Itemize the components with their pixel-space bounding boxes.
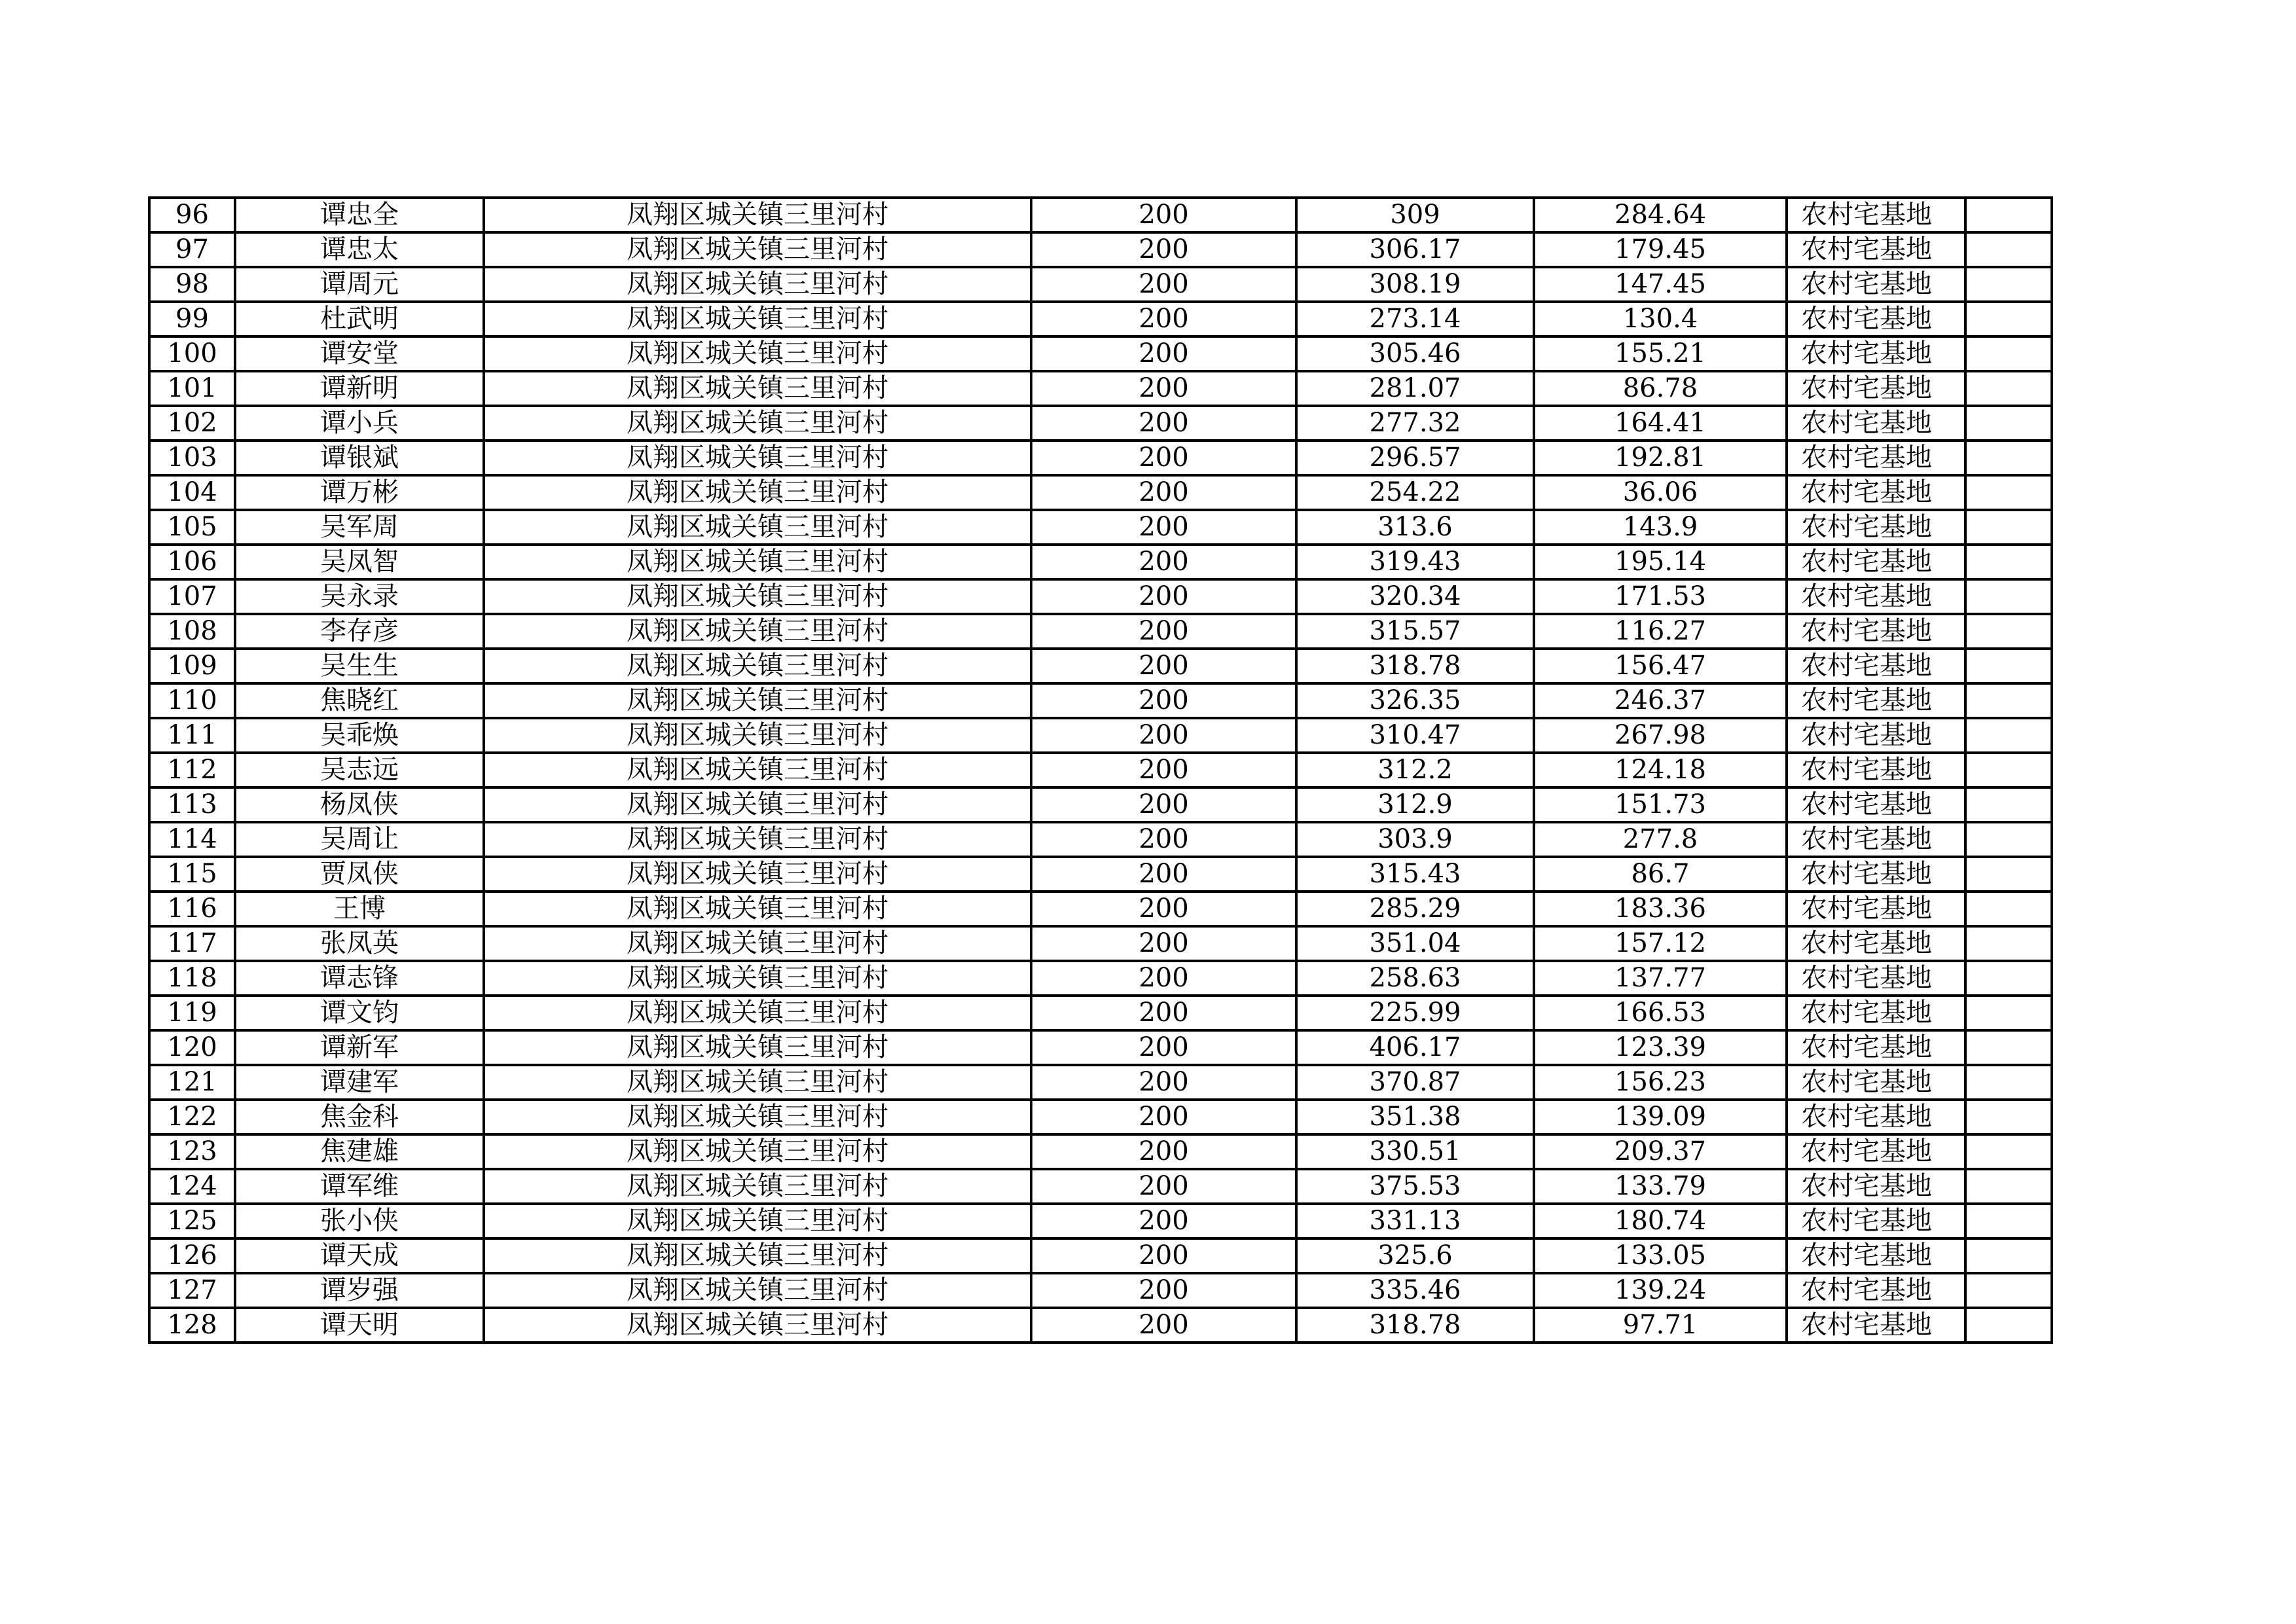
address-cell: 凤翔区城关镇三里河村 bbox=[484, 475, 1031, 510]
note-cell bbox=[1965, 475, 2052, 510]
row-number-cell: 118 bbox=[149, 961, 235, 996]
address-cell: 凤翔区城关镇三里河村 bbox=[484, 996, 1031, 1030]
note-cell bbox=[1965, 787, 2052, 822]
land-use-cell: 农村宅基地 bbox=[1787, 198, 1965, 232]
address-cell: 凤翔区城关镇三里河村 bbox=[484, 649, 1031, 683]
note-cell bbox=[1965, 996, 2052, 1030]
row-number-cell: 113 bbox=[149, 787, 235, 822]
land-use-cell: 农村宅基地 bbox=[1787, 1100, 1965, 1134]
approved-area-cell: 246.37 bbox=[1534, 683, 1787, 718]
standard-area-cell: 200 bbox=[1031, 1204, 1296, 1238]
address-cell: 凤翔区城关镇三里河村 bbox=[484, 1308, 1031, 1343]
address-cell: 凤翔区城关镇三里河村 bbox=[484, 198, 1031, 232]
name-cell: 吴永录 bbox=[235, 579, 484, 614]
table-row bbox=[149, 441, 2052, 475]
row-number-cell: 125 bbox=[149, 1204, 235, 1238]
area-cell: 370.87 bbox=[1296, 1065, 1534, 1100]
row-number-cell: 127 bbox=[149, 1273, 235, 1308]
name-cell: 杨凤侠 bbox=[235, 787, 484, 822]
table-row bbox=[149, 1134, 2052, 1169]
standard-area-cell: 200 bbox=[1031, 1169, 1296, 1204]
name-cell: 吴乖焕 bbox=[235, 718, 484, 753]
name-cell: 吴军周 bbox=[235, 510, 484, 545]
row-number-cell: 117 bbox=[149, 926, 235, 961]
land-use-cell: 农村宅基地 bbox=[1787, 545, 1965, 579]
land-use-cell: 农村宅基地 bbox=[1787, 961, 1965, 996]
address-cell: 凤翔区城关镇三里河村 bbox=[484, 336, 1031, 371]
row-number-cell: 114 bbox=[149, 822, 235, 857]
table-row bbox=[149, 1204, 2052, 1238]
standard-area-cell: 200 bbox=[1031, 1100, 1296, 1134]
table-row bbox=[149, 406, 2052, 441]
area-cell: 375.53 bbox=[1296, 1169, 1534, 1204]
name-cell: 贾凤侠 bbox=[235, 857, 484, 892]
name-cell: 吴凤智 bbox=[235, 545, 484, 579]
address-cell: 凤翔区城关镇三里河村 bbox=[484, 1238, 1031, 1273]
note-cell bbox=[1965, 892, 2052, 926]
name-cell: 吴周让 bbox=[235, 822, 484, 857]
row-number-cell: 116 bbox=[149, 892, 235, 926]
land-use-cell: 农村宅基地 bbox=[1787, 787, 1965, 822]
name-cell: 谭建军 bbox=[235, 1065, 484, 1100]
standard-area-cell: 200 bbox=[1031, 926, 1296, 961]
address-cell: 凤翔区城关镇三里河村 bbox=[484, 545, 1031, 579]
table-row bbox=[149, 1100, 2052, 1134]
note-cell bbox=[1965, 1273, 2052, 1308]
standard-area-cell: 200 bbox=[1031, 510, 1296, 545]
name-cell: 谭新军 bbox=[235, 1030, 484, 1065]
land-use-cell: 农村宅基地 bbox=[1787, 371, 1965, 406]
approved-area-cell: 195.14 bbox=[1534, 545, 1787, 579]
land-use-cell: 农村宅基地 bbox=[1787, 267, 1965, 302]
area-cell: 325.6 bbox=[1296, 1238, 1534, 1273]
land-use-cell: 农村宅基地 bbox=[1787, 475, 1965, 510]
area-cell: 335.46 bbox=[1296, 1273, 1534, 1308]
standard-area-cell: 200 bbox=[1031, 336, 1296, 371]
approved-area-cell: 166.53 bbox=[1534, 996, 1787, 1030]
approved-area-cell: 155.21 bbox=[1534, 336, 1787, 371]
land-use-cell: 农村宅基地 bbox=[1787, 1238, 1965, 1273]
land-use-cell: 农村宅基地 bbox=[1787, 1030, 1965, 1065]
land-use-cell: 农村宅基地 bbox=[1787, 336, 1965, 371]
address-cell: 凤翔区城关镇三里河村 bbox=[484, 926, 1031, 961]
address-cell: 凤翔区城关镇三里河村 bbox=[484, 1030, 1031, 1065]
note-cell bbox=[1965, 232, 2052, 267]
area-cell: 319.43 bbox=[1296, 545, 1534, 579]
approved-area-cell: 156.47 bbox=[1534, 649, 1787, 683]
standard-area-cell: 200 bbox=[1031, 1273, 1296, 1308]
area-cell: 225.99 bbox=[1296, 996, 1534, 1030]
address-cell: 凤翔区城关镇三里河村 bbox=[484, 510, 1031, 545]
row-number-cell: 112 bbox=[149, 753, 235, 787]
land-use-cell: 农村宅基地 bbox=[1787, 232, 1965, 267]
address-cell: 凤翔区城关镇三里河村 bbox=[484, 1169, 1031, 1204]
table-row bbox=[149, 1030, 2052, 1065]
table-row bbox=[149, 683, 2052, 718]
approved-area-cell: 157.12 bbox=[1534, 926, 1787, 961]
land-use-cell: 农村宅基地 bbox=[1787, 822, 1965, 857]
address-cell: 凤翔区城关镇三里河村 bbox=[484, 1134, 1031, 1169]
note-cell bbox=[1965, 1065, 2052, 1100]
name-cell: 焦晓红 bbox=[235, 683, 484, 718]
approved-area-cell: 86.7 bbox=[1534, 857, 1787, 892]
land-use-cell: 农村宅基地 bbox=[1787, 683, 1965, 718]
land-use-cell: 农村宅基地 bbox=[1787, 1134, 1965, 1169]
standard-area-cell: 200 bbox=[1031, 1308, 1296, 1343]
note-cell bbox=[1965, 1169, 2052, 1204]
row-number-cell: 104 bbox=[149, 475, 235, 510]
name-cell: 吴生生 bbox=[235, 649, 484, 683]
name-cell: 谭文钧 bbox=[235, 996, 484, 1030]
standard-area-cell: 200 bbox=[1031, 1030, 1296, 1065]
standard-area-cell: 200 bbox=[1031, 371, 1296, 406]
area-cell: 303.9 bbox=[1296, 822, 1534, 857]
address-cell: 凤翔区城关镇三里河村 bbox=[484, 892, 1031, 926]
row-number-cell: 102 bbox=[149, 406, 235, 441]
land-use-cell: 农村宅基地 bbox=[1787, 1204, 1965, 1238]
land-use-cell: 农村宅基地 bbox=[1787, 857, 1965, 892]
name-cell: 谭万彬 bbox=[235, 475, 484, 510]
approved-area-cell: 86.78 bbox=[1534, 371, 1787, 406]
approved-area-cell: 156.23 bbox=[1534, 1065, 1787, 1100]
area-cell: 315.57 bbox=[1296, 614, 1534, 649]
approved-area-cell: 147.45 bbox=[1534, 267, 1787, 302]
address-cell: 凤翔区城关镇三里河村 bbox=[484, 1204, 1031, 1238]
standard-area-cell: 200 bbox=[1031, 753, 1296, 787]
area-cell: 285.29 bbox=[1296, 892, 1534, 926]
table-row bbox=[149, 545, 2052, 579]
address-cell: 凤翔区城关镇三里河村 bbox=[484, 371, 1031, 406]
note-cell bbox=[1965, 1204, 2052, 1238]
name-cell: 谭周元 bbox=[235, 267, 484, 302]
name-cell: 谭岁强 bbox=[235, 1273, 484, 1308]
area-cell: 254.22 bbox=[1296, 475, 1534, 510]
standard-area-cell: 200 bbox=[1031, 198, 1296, 232]
standard-area-cell: 200 bbox=[1031, 649, 1296, 683]
name-cell: 谭天成 bbox=[235, 1238, 484, 1273]
standard-area-cell: 200 bbox=[1031, 475, 1296, 510]
name-cell: 焦金科 bbox=[235, 1100, 484, 1134]
approved-area-cell: 36.06 bbox=[1534, 475, 1787, 510]
note-cell bbox=[1965, 1238, 2052, 1273]
note-cell bbox=[1965, 614, 2052, 649]
area-cell: 281.07 bbox=[1296, 371, 1534, 406]
land-use-cell: 农村宅基地 bbox=[1787, 1308, 1965, 1343]
name-cell: 李存彦 bbox=[235, 614, 484, 649]
land-use-cell: 农村宅基地 bbox=[1787, 753, 1965, 787]
standard-area-cell: 200 bbox=[1031, 614, 1296, 649]
table-row bbox=[149, 1065, 2052, 1100]
name-cell: 杜武明 bbox=[235, 302, 484, 336]
table-row bbox=[149, 198, 2052, 232]
row-number-cell: 100 bbox=[149, 336, 235, 371]
table-row bbox=[149, 302, 2052, 336]
standard-area-cell: 200 bbox=[1031, 718, 1296, 753]
table-row bbox=[149, 787, 2052, 822]
approved-area-cell: 133.05 bbox=[1534, 1238, 1787, 1273]
approved-area-cell: 97.71 bbox=[1534, 1308, 1787, 1343]
address-cell: 凤翔区城关镇三里河村 bbox=[484, 1273, 1031, 1308]
approved-area-cell: 179.45 bbox=[1534, 232, 1787, 267]
standard-area-cell: 200 bbox=[1031, 1065, 1296, 1100]
name-cell: 谭志锋 bbox=[235, 961, 484, 996]
approved-area-cell: 180.74 bbox=[1534, 1204, 1787, 1238]
row-number-cell: 128 bbox=[149, 1308, 235, 1343]
area-cell: 306.17 bbox=[1296, 232, 1534, 267]
row-number-cell: 120 bbox=[149, 1030, 235, 1065]
name-cell: 谭新明 bbox=[235, 371, 484, 406]
table-row bbox=[149, 996, 2052, 1030]
note-cell bbox=[1965, 510, 2052, 545]
row-number-cell: 108 bbox=[149, 614, 235, 649]
name-cell: 张小侠 bbox=[235, 1204, 484, 1238]
table-body bbox=[149, 198, 2052, 1343]
address-cell: 凤翔区城关镇三里河村 bbox=[484, 961, 1031, 996]
row-number-cell: 115 bbox=[149, 857, 235, 892]
row-number-cell: 126 bbox=[149, 1238, 235, 1273]
address-cell: 凤翔区城关镇三里河村 bbox=[484, 232, 1031, 267]
land-use-cell: 农村宅基地 bbox=[1787, 614, 1965, 649]
table-row bbox=[149, 1273, 2052, 1308]
row-number-cell: 105 bbox=[149, 510, 235, 545]
approved-area-cell: 209.37 bbox=[1534, 1134, 1787, 1169]
land-use-cell: 农村宅基地 bbox=[1787, 649, 1965, 683]
standard-area-cell: 200 bbox=[1031, 961, 1296, 996]
address-cell: 凤翔区城关镇三里河村 bbox=[484, 1065, 1031, 1100]
area-cell: 258.63 bbox=[1296, 961, 1534, 996]
note-cell bbox=[1965, 753, 2052, 787]
note-cell bbox=[1965, 857, 2052, 892]
standard-area-cell: 200 bbox=[1031, 302, 1296, 336]
row-number-cell: 99 bbox=[149, 302, 235, 336]
table-row bbox=[149, 1169, 2052, 1204]
address-cell: 凤翔区城关镇三里河村 bbox=[484, 683, 1031, 718]
table-row bbox=[149, 475, 2052, 510]
address-cell: 凤翔区城关镇三里河村 bbox=[484, 614, 1031, 649]
address-cell: 凤翔区城关镇三里河村 bbox=[484, 1100, 1031, 1134]
approved-area-cell: 124.18 bbox=[1534, 753, 1787, 787]
table-row bbox=[149, 579, 2052, 614]
table-row bbox=[149, 232, 2052, 267]
approved-area-cell: 123.39 bbox=[1534, 1030, 1787, 1065]
approved-area-cell: 284.64 bbox=[1534, 198, 1787, 232]
row-number-cell: 106 bbox=[149, 545, 235, 579]
standard-area-cell: 200 bbox=[1031, 683, 1296, 718]
area-cell: 296.57 bbox=[1296, 441, 1534, 475]
land-use-cell: 农村宅基地 bbox=[1787, 579, 1965, 614]
approved-area-cell: 151.73 bbox=[1534, 787, 1787, 822]
row-number-cell: 97 bbox=[149, 232, 235, 267]
table-row bbox=[149, 267, 2052, 302]
row-number-cell: 109 bbox=[149, 649, 235, 683]
row-number-cell: 123 bbox=[149, 1134, 235, 1169]
land-use-cell: 农村宅基地 bbox=[1787, 1169, 1965, 1204]
land-use-cell: 农村宅基地 bbox=[1787, 1065, 1965, 1100]
data-table bbox=[148, 196, 2053, 1344]
standard-area-cell: 200 bbox=[1031, 267, 1296, 302]
area-cell: 310.47 bbox=[1296, 718, 1534, 753]
approved-area-cell: 139.09 bbox=[1534, 1100, 1787, 1134]
table-row bbox=[149, 336, 2052, 371]
area-cell: 273.14 bbox=[1296, 302, 1534, 336]
table-row bbox=[149, 718, 2052, 753]
land-use-cell: 农村宅基地 bbox=[1787, 1273, 1965, 1308]
address-cell: 凤翔区城关镇三里河村 bbox=[484, 441, 1031, 475]
standard-area-cell: 200 bbox=[1031, 1134, 1296, 1169]
note-cell bbox=[1965, 302, 2052, 336]
address-cell: 凤翔区城关镇三里河村 bbox=[484, 718, 1031, 753]
name-cell: 谭银斌 bbox=[235, 441, 484, 475]
approved-area-cell: 137.77 bbox=[1534, 961, 1787, 996]
area-cell: 351.38 bbox=[1296, 1100, 1534, 1134]
name-cell: 焦建雄 bbox=[235, 1134, 484, 1169]
name-cell: 谭安堂 bbox=[235, 336, 484, 371]
standard-area-cell: 200 bbox=[1031, 232, 1296, 267]
area-cell: 331.13 bbox=[1296, 1204, 1534, 1238]
note-cell bbox=[1965, 1308, 2052, 1343]
row-number-cell: 98 bbox=[149, 267, 235, 302]
note-cell bbox=[1965, 1134, 2052, 1169]
name-cell: 谭忠太 bbox=[235, 232, 484, 267]
land-use-cell: 农村宅基地 bbox=[1787, 441, 1965, 475]
standard-area-cell: 200 bbox=[1031, 857, 1296, 892]
row-number-cell: 111 bbox=[149, 718, 235, 753]
note-cell bbox=[1965, 371, 2052, 406]
address-cell: 凤翔区城关镇三里河村 bbox=[484, 406, 1031, 441]
area-cell: 326.35 bbox=[1296, 683, 1534, 718]
note-cell bbox=[1965, 649, 2052, 683]
area-cell: 318.78 bbox=[1296, 1308, 1534, 1343]
area-cell: 308.19 bbox=[1296, 267, 1534, 302]
note-cell bbox=[1965, 579, 2052, 614]
note-cell bbox=[1965, 822, 2052, 857]
address-cell: 凤翔区城关镇三里河村 bbox=[484, 753, 1031, 787]
table-row bbox=[149, 822, 2052, 857]
approved-area-cell: 267.98 bbox=[1534, 718, 1787, 753]
land-use-cell: 农村宅基地 bbox=[1787, 406, 1965, 441]
address-cell: 凤翔区城关镇三里河村 bbox=[484, 822, 1031, 857]
area-cell: 312.2 bbox=[1296, 753, 1534, 787]
standard-area-cell: 200 bbox=[1031, 406, 1296, 441]
row-number-cell: 96 bbox=[149, 198, 235, 232]
note-cell bbox=[1965, 683, 2052, 718]
note-cell bbox=[1965, 336, 2052, 371]
land-use-cell: 农村宅基地 bbox=[1787, 892, 1965, 926]
row-number-cell: 124 bbox=[149, 1169, 235, 1204]
standard-area-cell: 200 bbox=[1031, 822, 1296, 857]
note-cell bbox=[1965, 926, 2052, 961]
land-use-cell: 农村宅基地 bbox=[1787, 302, 1965, 336]
row-number-cell: 121 bbox=[149, 1065, 235, 1100]
table-row bbox=[149, 614, 2052, 649]
table-row bbox=[149, 1238, 2052, 1273]
name-cell: 王博 bbox=[235, 892, 484, 926]
note-cell bbox=[1965, 545, 2052, 579]
approved-area-cell: 192.81 bbox=[1534, 441, 1787, 475]
table-row bbox=[149, 510, 2052, 545]
area-cell: 406.17 bbox=[1296, 1030, 1534, 1065]
approved-area-cell: 133.79 bbox=[1534, 1169, 1787, 1204]
name-cell: 谭小兵 bbox=[235, 406, 484, 441]
note-cell bbox=[1965, 718, 2052, 753]
address-cell: 凤翔区城关镇三里河村 bbox=[484, 787, 1031, 822]
approved-area-cell: 164.41 bbox=[1534, 406, 1787, 441]
approved-area-cell: 139.24 bbox=[1534, 1273, 1787, 1308]
standard-area-cell: 200 bbox=[1031, 545, 1296, 579]
standard-area-cell: 200 bbox=[1031, 441, 1296, 475]
name-cell: 谭军维 bbox=[235, 1169, 484, 1204]
name-cell: 谭忠全 bbox=[235, 198, 484, 232]
address-cell: 凤翔区城关镇三里河村 bbox=[484, 857, 1031, 892]
row-number-cell: 107 bbox=[149, 579, 235, 614]
area-cell: 312.9 bbox=[1296, 787, 1534, 822]
table-row bbox=[149, 753, 2052, 787]
area-cell: 305.46 bbox=[1296, 336, 1534, 371]
note-cell bbox=[1965, 198, 2052, 232]
standard-area-cell: 200 bbox=[1031, 787, 1296, 822]
table-row bbox=[149, 371, 2052, 406]
note-cell bbox=[1965, 406, 2052, 441]
table-row bbox=[149, 892, 2052, 926]
name-cell: 吴志远 bbox=[235, 753, 484, 787]
area-cell: 313.6 bbox=[1296, 510, 1534, 545]
row-number-cell: 101 bbox=[149, 371, 235, 406]
row-number-cell: 119 bbox=[149, 996, 235, 1030]
area-cell: 277.32 bbox=[1296, 406, 1534, 441]
row-number-cell: 110 bbox=[149, 683, 235, 718]
land-use-cell: 农村宅基地 bbox=[1787, 926, 1965, 961]
area-cell: 315.43 bbox=[1296, 857, 1534, 892]
table-row bbox=[149, 1308, 2052, 1343]
table-row bbox=[149, 857, 2052, 892]
row-number-cell: 103 bbox=[149, 441, 235, 475]
area-cell: 309 bbox=[1296, 198, 1534, 232]
name-cell: 张凤英 bbox=[235, 926, 484, 961]
standard-area-cell: 200 bbox=[1031, 1238, 1296, 1273]
table-row bbox=[149, 961, 2052, 996]
note-cell bbox=[1965, 961, 2052, 996]
address-cell: 凤翔区城关镇三里河村 bbox=[484, 579, 1031, 614]
approved-area-cell: 130.4 bbox=[1534, 302, 1787, 336]
standard-area-cell: 200 bbox=[1031, 996, 1296, 1030]
approved-area-cell: 171.53 bbox=[1534, 579, 1787, 614]
table-row bbox=[149, 649, 2052, 683]
note-cell bbox=[1965, 1100, 2052, 1134]
area-cell: 351.04 bbox=[1296, 926, 1534, 961]
name-cell: 谭天明 bbox=[235, 1308, 484, 1343]
note-cell bbox=[1965, 267, 2052, 302]
table-row bbox=[149, 926, 2052, 961]
standard-area-cell: 200 bbox=[1031, 579, 1296, 614]
address-cell: 凤翔区城关镇三里河村 bbox=[484, 302, 1031, 336]
area-cell: 318.78 bbox=[1296, 649, 1534, 683]
address-cell: 凤翔区城关镇三里河村 bbox=[484, 267, 1031, 302]
approved-area-cell: 143.9 bbox=[1534, 510, 1787, 545]
row-number-cell: 122 bbox=[149, 1100, 235, 1134]
approved-area-cell: 183.36 bbox=[1534, 892, 1787, 926]
area-cell: 320.34 bbox=[1296, 579, 1534, 614]
note-cell bbox=[1965, 441, 2052, 475]
note-cell bbox=[1965, 1030, 2052, 1065]
land-use-cell: 农村宅基地 bbox=[1787, 718, 1965, 753]
approved-area-cell: 116.27 bbox=[1534, 614, 1787, 649]
area-cell: 330.51 bbox=[1296, 1134, 1534, 1169]
approved-area-cell: 277.8 bbox=[1534, 822, 1787, 857]
land-use-cell: 农村宅基地 bbox=[1787, 510, 1965, 545]
land-use-cell: 农村宅基地 bbox=[1787, 996, 1965, 1030]
standard-area-cell: 200 bbox=[1031, 892, 1296, 926]
